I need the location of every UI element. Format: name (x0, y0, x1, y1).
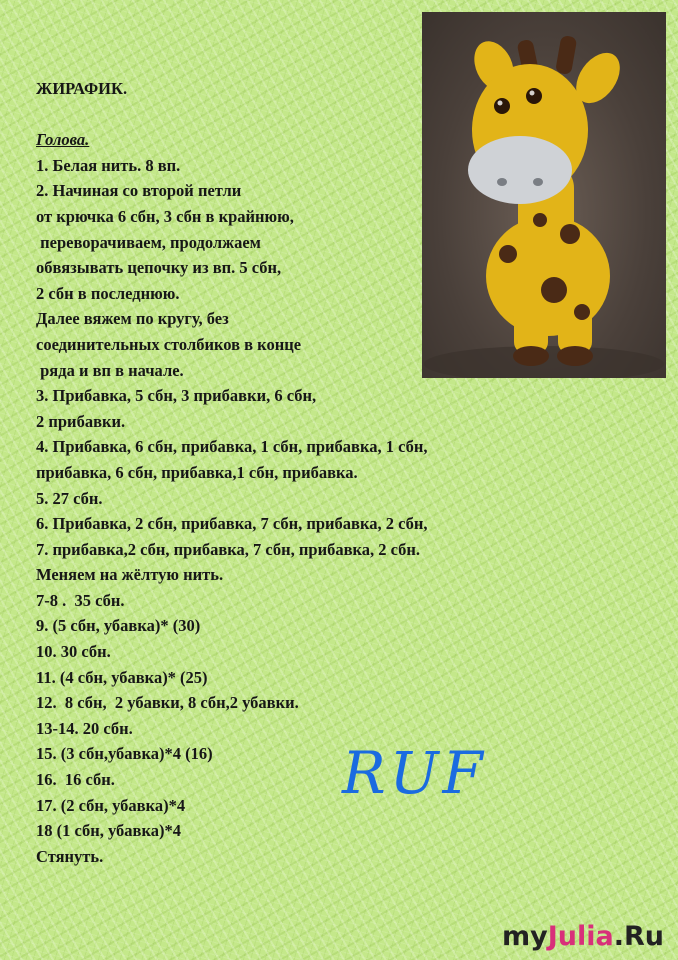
pattern-row: 2 сбн в последнюю. (36, 283, 180, 303)
pattern-row: 18 (1 сбн, убавка)*4 (36, 821, 181, 841)
pattern-row: 6. Прибавка, 2 сбн, прибавка, 7 сбн, прибавка, 2 сбн, (36, 514, 428, 534)
pattern-row: соединительных столбиков в конце (36, 334, 302, 354)
pattern-row: обвязывать цепочку из вп. 5 сбн, (36, 258, 282, 278)
pattern-row: 16. 16 сбн. (36, 770, 115, 790)
pattern-row: 1. Белая нить. 8 вп. (36, 155, 181, 175)
pattern-row: 10. 30 сбн. (36, 642, 111, 662)
pattern-row: переворачиваем, продолжаем (36, 232, 261, 252)
pattern-row: 13-14. 20 сбн. (36, 718, 133, 738)
pattern-row: 7. прибавка,2 сбн, прибавка, 7 сбн, прибавка, 2 сбн. (36, 539, 421, 559)
pattern-row: прибавка, 6 сбн, прибавка,1 сбн, прибавка. (36, 462, 358, 482)
pattern-row: 7-8 . 35 сбн. (36, 590, 125, 610)
pattern-row: 12. 8 сбн, 2 убавки, 8 сбн,2 убавки. (36, 693, 299, 713)
pattern-row: 2. Начиная со второй петли (36, 181, 242, 201)
site-watermark (502, 923, 664, 950)
pattern-title: ЖИРАФИК. (36, 79, 128, 98)
pattern-row: 3. Прибавка, 5 сбн, 3 прибавки, 6 сбн, (36, 386, 317, 406)
pattern-row: 15. (3 сбн,убавка)*4 (16) (36, 744, 213, 764)
author-signature: RUF (342, 739, 487, 807)
pattern-row: 5. 27 сбн. (36, 488, 103, 508)
pattern-row: 4. Прибавка, 6 сбн, прибавка, 1 сбн, прибавка, 1 сбн, (36, 437, 428, 457)
watermark-prefix: my (501, 921, 548, 952)
watermark-suffix: .Ru (613, 921, 664, 952)
watermark-accent: Julia (547, 921, 614, 952)
pattern-row: от крючка 6 сбн, 3 сбн в крайнюю, (36, 206, 294, 226)
pattern-row: 17. (2 сбн, убавка)*4 (36, 795, 186, 815)
pattern-row: Стянуть. (36, 846, 104, 866)
giraffe-toy-photo (422, 12, 666, 378)
pattern-row: Меняем на жёлтую нить. (36, 565, 224, 585)
pattern-row: 11. (4 сбн, убавка)* (25) (36, 667, 208, 687)
pattern-row: Далее вяжем по кругу, без (36, 309, 229, 329)
section-heading-head: Голова. (36, 130, 90, 150)
pattern-row: ряда и вп в начале. (36, 360, 184, 380)
pattern-row: 9. (5 сбн, убавка)* (30) (36, 616, 201, 636)
pattern-row: 2 прибавки. (36, 411, 126, 431)
